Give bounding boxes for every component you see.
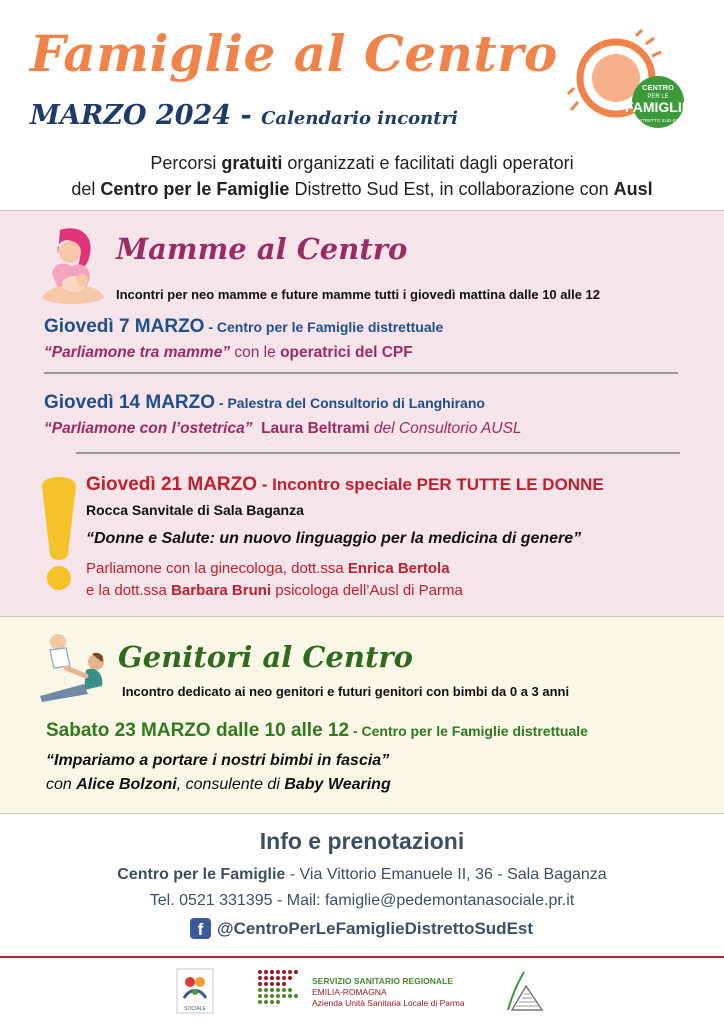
- event-21-line2c: psicologa dell’Ausl di Parma: [271, 582, 463, 599]
- facebook-link[interactable]: [190, 918, 533, 939]
- info-contact: Tel. 0521 331395 - Mail: famiglie@pedemontanasociale.pr.it: [149, 892, 575, 909]
- event-21-doctor-1: Enrica Bertola: [347, 560, 450, 577]
- unione-montana-logo: [502, 966, 552, 1016]
- event-21-quote: “Donne e Salute: un nuovo linguaggio per la medicina di genere”: [86, 530, 582, 547]
- event-21-line1a: Parliamone con la ginecologa, dott.ssa: [86, 560, 348, 577]
- intro-2b: Centro per le Famiglie: [100, 179, 290, 199]
- intro-2a: del: [71, 179, 101, 199]
- logo-line4: DISTRETTO SUD-EST: [634, 118, 682, 123]
- event-23-with: [46, 776, 391, 794]
- ssr-line-1: SERVIZIO SANITARIO REGIONALE: [312, 976, 453, 986]
- event-7-header: [44, 316, 443, 338]
- info-address: [0, 866, 724, 884]
- event-14-place: - Palestra del Consultorio di Langhirano: [215, 395, 485, 411]
- cpf-logo: [566, 28, 696, 138]
- event-21-doctor-2: Barbara Bruni: [171, 582, 272, 599]
- event-23-who: Alice Bolzoni: [76, 776, 177, 793]
- logo-line3: FAMIGLIE: [624, 99, 692, 115]
- event-23-with-c: , consulente di: [176, 776, 285, 793]
- event-23-with-a: con: [46, 776, 77, 793]
- event-23-place: - Centro per le Famiglie distrettuale: [349, 723, 588, 739]
- event-21-line2a: e la dott.ssa: [86, 582, 172, 599]
- intro-line-2: [0, 176, 724, 202]
- subtitle-separator: -: [231, 100, 262, 131]
- intro-2d: Ausl: [613, 179, 653, 199]
- event-21-date: Giovedì 21 MARZO: [86, 474, 258, 495]
- genitori-description: Incontro dedicato ai neo genitori e futuri genitori con bimbi da 0 a 3 anni: [122, 684, 570, 699]
- logo-line1: CENTRO: [642, 83, 674, 92]
- event-14-detail: [44, 420, 522, 438]
- event-14-rest: del Consultorio AUSL: [369, 420, 522, 437]
- event-21-header: [86, 474, 604, 496]
- event-21-line-1: [86, 560, 450, 577]
- info-address-name: Centro per le Famiglie: [117, 866, 286, 883]
- divider: [44, 372, 678, 374]
- intro-line-1: [0, 150, 724, 176]
- parent-baby-icon: [36, 632, 114, 704]
- logo-line2: PER LE: [647, 94, 669, 100]
- event-7-quote: “Parliamone tra mamme”: [44, 344, 231, 361]
- exclamation-icon: [38, 474, 80, 592]
- ssr-logo: [256, 966, 304, 1010]
- footer-rule: [0, 956, 724, 958]
- poster-title: Famiglie al Centro: [30, 24, 558, 83]
- event-21-line-2: [86, 582, 463, 599]
- ssr-text: [312, 976, 465, 1009]
- mamme-description: Incontri per neo mamme e future mamme tutti i giovedì mattina dalle 10 alle 12: [116, 287, 601, 302]
- event-23-date: Sabato 23 MARZO dalle 10 alle 12: [46, 720, 350, 741]
- event-21-title: - Incontro speciale PER TUTTE LE DONNE: [257, 475, 604, 494]
- event-7-place: - Centro per le Famiglie distrettuale: [204, 319, 444, 335]
- event-14-date: Giovedì 14 MARZO: [44, 392, 216, 413]
- intro-text: [0, 150, 724, 202]
- poster-subtitle: [30, 100, 458, 131]
- mamme-title: Mamme al Centro: [116, 232, 408, 266]
- ssr-line-2: EMILIA-ROMAGNA: [312, 987, 387, 997]
- month-label: MARZO 2024: [30, 100, 232, 131]
- event-7-who: operatrici del CPF: [280, 344, 413, 361]
- event-21-place: Rocca Sanvitale di Sala Baganza: [86, 502, 304, 518]
- event-23-quote: “Impariamo a portare i nostri bimbi in fascia”: [46, 752, 390, 769]
- event-14-quote: “Parliamone con l’ostetrica”: [44, 420, 253, 437]
- event-23-topic: Baby Wearing: [284, 776, 391, 793]
- facebook-handle[interactable]: @CentroPerLeFamiglieDistrettoSudEst: [217, 918, 534, 938]
- facebook-icon: f: [190, 918, 211, 939]
- pedemontana-label: SOCIALE: [184, 1006, 206, 1012]
- intro-1a: Percorsi: [150, 153, 222, 173]
- info-address-street: - Via Vittorio Emanuele II, 36 - Sala Baganza: [285, 866, 607, 883]
- ssr-line-3: Azienda Unità Sanitaria Locale di Parma: [312, 998, 465, 1008]
- info-title: Info e prenotazioni: [259, 828, 465, 854]
- event-7-date: Giovedì 7 MARZO: [44, 316, 205, 337]
- intro-1c: organizzati e facilitati dagli operatori: [282, 153, 574, 173]
- event-14-header: [44, 392, 485, 414]
- intro-2c: Distretto Sud Est, in collaborazione con: [289, 179, 614, 199]
- event-23-header: [46, 720, 588, 742]
- event-7-detail: [44, 344, 413, 362]
- event-14-who: Laura Beltrami: [252, 420, 370, 437]
- event-7-with: con le: [230, 344, 281, 361]
- calendar-label: Calendario incontri: [261, 108, 458, 129]
- divider: [76, 452, 680, 454]
- intro-1b: gratuiti: [221, 153, 283, 173]
- mother-breastfeeding-icon: [38, 226, 108, 308]
- genitori-title: Genitori al Centro: [118, 640, 413, 674]
